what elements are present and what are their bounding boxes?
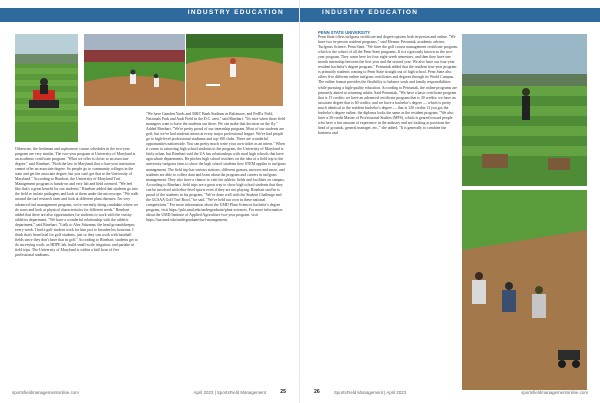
footer-issue: SportsField Management | April 2023	[334, 390, 407, 395]
photo-infield-player	[186, 34, 283, 106]
article-column-2	[146, 112, 286, 390]
article-text: Penn State offers turfgrass certificate and degree options both in-person and online. "We have two in-person resident programs," said Eleanor Petruniak, academic adviser, Turfgrass Science, Penn State. "We have the golf course management certificate program, which is the cohort of all the Penn State programs. It is a rigorously known as the two-year program. They come here for four eight-week semesters, and then they have one month internship between the first year and the second year. We also have our four-year resident bachelor's degree program." Petruniak added that the resident four-year program is primarily students coming to Penn State straight out of high school. Penn State also offers five different online turfgrass certificates and degrees through its World Campus. The online format provides the flexibility to balance work and family responsibilities while pursuing a high-quality education. According to Petruniak, the online programs are primarily aimed at returning adults. Said Petruniak, "We have a basic certificate program that is 15 credits; we have an advanced certificate program that is 30 credits; we have an associate degree that is 60 credits; and we have a bachelor's degree — which is pretty much identical to the resident bachelor's degree — that is 120 credits. If you got the bachelor's degree online, the diploma looks the same as the resident program. "We also have a 30-credit Master of Professional Studies (MPS), which is geared toward people who have a fair amount of experience in the industry and are looking at positions the head of grounds, general manager, etc.," she added. "It is generally to combine the business and	[318, 35, 458, 135]
footer-website: sportsfieldmanagementonline.com	[12, 390, 79, 395]
section-header: INDUSTRY EDUCATION	[187, 9, 284, 16]
article-column-1	[15, 147, 139, 390]
photo-baseball-stadium	[84, 34, 185, 106]
page-number: 26	[314, 389, 320, 395]
photo-worker-field	[462, 34, 587, 186]
footer-issue: April 2023 | SportsField Management	[193, 390, 266, 395]
footer-website: sportsfieldmanagementonline.com	[521, 390, 588, 395]
photo-mower-on-turf	[15, 34, 78, 142]
right-page	[300, 0, 600, 403]
section-subheading: PENN STATE UNIVERSITY	[318, 30, 371, 35]
section-header: INDUSTRY EDUCATION	[322, 9, 419, 16]
article-column-penn-state	[318, 30, 458, 390]
page-number: 25	[280, 389, 286, 395]
article-text: Otherwise, the freshman and sophomore course schedules in the two-year program are very similar. The two-year program at University of Maryland is an academic certificate program. "What we offer is closer to an associate degree," said Rinehart. "Both the law in Maryland that a four-year institution cannot offer an associate degree. So people go to community colleges in the state and get the associate degree, but you can't get that at the University of Maryland." According to Rinehart, the University of Maryland Turf Management program is hands-on and very lab and field oriented. "We feel like that's a great benefit for our students." Rinehart added that students go into the field to isolate pathogens and look at them under the microscope. "We walk around the turf research farm and look at different plant diseases. I'm very advanced turf management program, we're currently doing candidate where we do tours and look at physical characteristics for different seeds." Rinehart added that there are also opportunities for students to work with the varsity athletics department. "We have a wonderful relationship with the athletic department," said Rinehart. "I talk to Alex Stitzman, the head groundskeeper, every week. I had a golf student work for him just to broaden his horizons. I think that's beneficial for golf students, just so they can work with baseball fields since they don't have that in golf." According to Rinehart, students get to do surveying work, as HDPE lab, build small-scale irrigation, and partake in field trips. The University of Maryland is within a half hour of five professional stadiums.	[15, 147, 139, 257]
photo-students-infield	[462, 190, 587, 390]
article-text: "We have Camden Yards and M&T Bank Stadium in Baltimore, and FedEx Field, Nationals Park and Audi Field in the D.C. area," said Rinehart. "It's nice when those field managers want to have the students out there. We can make that decision on the fly." Added Rinehart, "We're pretty proud of our internship program. Most of our students are golf, but we've had students intern at every major professional league. We've had people go to high-level professional stadiums and top-100 clubs. There are wonderful opportunities nationwide. You can pretty much write your own ticket as an intern." When it comes to attracting high school students to the program, the University of Maryland is fairly urban, but Rinehart said the UA has relationships with rural high schools that have agriculture departments. He pitches high school teachers on the idea of a field trip to the university turfgrass farm to show the high school students how STEM applies to turfgrass management. The field trip has various stations, different grasses, mowers and more, and students are able to collect data and learn about the program and careers in turfgrass management. They also have a chance to visit the athletic fields and facilities on campus. According to Rinehart, field trips are a great way to show high school students that they can be involved with elite-level sports even if they are not playing. Rinehart said he is proud of the students in his program. "We've done well with the Student Challenge and the GCSAA Golf Turf Bowl," he said. "We've held our own in these national competitions." For more information about the UMD Plant Sciences bachelor's degree program, visit https://psla.umd.edu/undergraduate/plant-sciences. For more information about the UMD Institute of Applied Agriculture two-year program, visit https://iaa.umd.edu/undergraduate/turf-management.	[146, 112, 286, 222]
